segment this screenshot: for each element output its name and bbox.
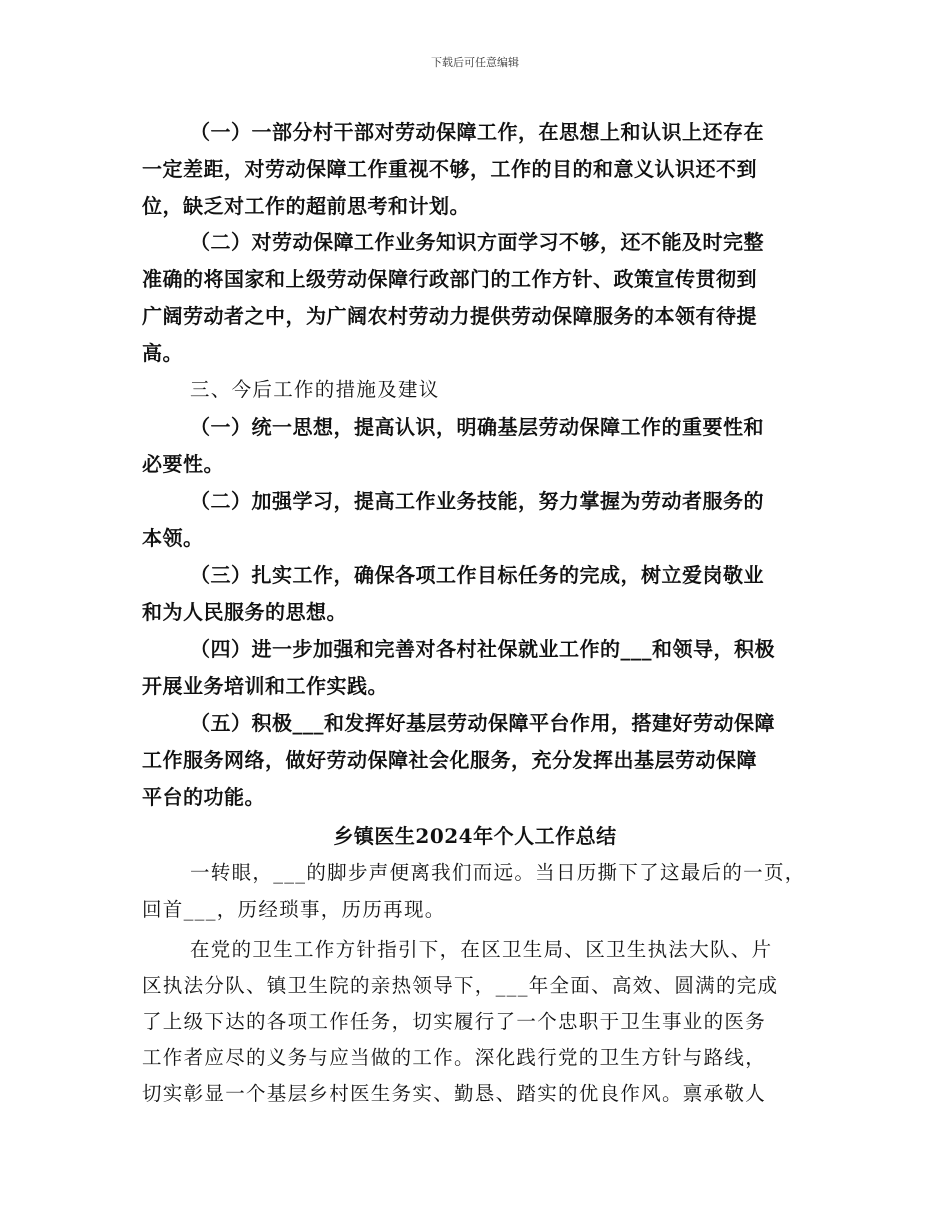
paragraph-line: 位，缺乏对工作的超前思考和计划。: [142, 194, 470, 218]
paragraph-line: （四）进一步加强和完善对各村社保就业工作的___和领导，积极: [190, 637, 775, 661]
paragraph-line: 准确的将国家和上级劳动保障行政部门的工作方针、政策宣传贯彻到: [142, 267, 757, 291]
paragraph-line: （一）统一思想，提高认识，明确基层劳动保障工作的重要性和: [190, 415, 764, 439]
paragraph-line: 在党的卫生工作方针指引下，在区卫生局、区卫生执法大队、片: [190, 938, 773, 961]
paragraph-line: 广阔劳动者之中，为广阔农村劳动力提供劳动保障服务的本领有待提: [142, 304, 757, 328]
section-heading: 三、今后工作的措施及建议: [190, 378, 440, 401]
paragraph-line: 一定差距，对劳动保障工作重视不够，工作的目的和意义认识还不到: [142, 157, 757, 181]
paragraph-line: 必要性。: [142, 452, 224, 476]
paragraph-line: 一转眼，___的脚步声便离我们而远。当日历撕下了这最后的一页，: [190, 861, 806, 884]
paragraph-line: 了上级下达的各项工作任务，切实履行了一个忠职于卫生事业的医务: [142, 1010, 767, 1033]
document-title: 乡镇医生2024年个人工作总结: [333, 824, 617, 848]
page-header: 下载后可任意编辑: [431, 56, 519, 69]
paragraph-line: （二）对劳动保障工作业务知识方面学习不够，还不能及时完整: [190, 230, 764, 254]
paragraph-line: （二）加强学习，提高工作业务技能，努力掌握为劳动者服务的: [190, 489, 764, 513]
paragraph-line: （五）积极___和发挥好基层劳动保障平台作用，搭建好劳动保障: [190, 711, 775, 735]
paragraph-line: 回首___，历经琐事，历历再现。: [142, 898, 446, 921]
paragraph-line: 和为人民服务的思想。: [142, 600, 347, 624]
paragraph-line: 平台的功能。: [142, 785, 265, 809]
paragraph-line: 工作服务网络，做好劳动保障社会化服务，充分发挥出基层劳动保障: [142, 748, 757, 772]
paragraph-line: 切实彰显一个基层乡村医生务实、勤恳、踏实的优良作风。禀承敬人: [142, 1082, 767, 1105]
paragraph-line: 区执法分队、镇卫生院的亲热领导下，___年全面、高效、圆满的完成: [142, 974, 779, 997]
paragraph-line: 高。: [142, 341, 183, 365]
paragraph-line: （三）扎实工作，确保各项工作目标任务的完成，树立爱岗敬业: [190, 563, 764, 587]
paragraph-line: （一）一部分村干部对劳动保障工作，在思想上和认识上还存在: [190, 120, 764, 144]
paragraph-line: 本领。: [142, 526, 204, 550]
paragraph-line: 开展业务培训和工作实践。: [142, 674, 388, 698]
paragraph-line: 工作者应尽的义务与应当做的工作。深化践行党的卫生方针与路线，: [142, 1046, 767, 1069]
